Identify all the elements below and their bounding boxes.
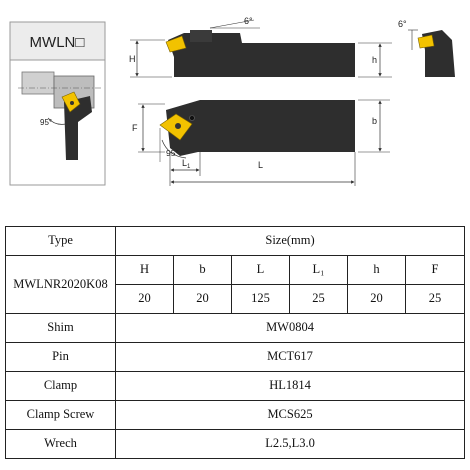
size-val-b: 20: [174, 285, 232, 314]
spec-table: [5, 226, 465, 459]
size-col-b: b: [174, 256, 232, 285]
part-value: MCT617: [116, 343, 465, 372]
size-header: Size(mm): [116, 227, 465, 256]
size-col-F: F: [406, 256, 465, 285]
part-value: L2.5,L3.0: [116, 430, 465, 459]
series-panel: [10, 22, 105, 185]
dim-b-label: b: [372, 116, 378, 126]
part-row-clamp: [6, 372, 465, 401]
tool-holder-drawing: [0, 0, 470, 215]
size-col-L: L: [232, 256, 290, 285]
part-row-clamp-screw: [6, 401, 465, 430]
dim-h-label: h: [372, 55, 378, 65]
size-col-H: H: [116, 256, 174, 285]
dim-F-label: F: [132, 123, 138, 133]
part-value: HL1814: [116, 372, 465, 401]
table-header-row: [6, 227, 465, 256]
size-val-L: 125: [232, 285, 290, 314]
part-label: Clamp: [6, 372, 116, 401]
part-label: Pin: [6, 343, 116, 372]
tool-end-view: [398, 19, 455, 77]
part-label: Clamp Screw: [6, 401, 116, 430]
dim-L1-label: $L_1$: [182, 158, 191, 170]
part-row-wrench: [6, 430, 465, 459]
tool-side-view: [129, 16, 392, 77]
dim-H-label: H: [129, 54, 136, 64]
plan-angle-label: 95°: [166, 148, 179, 158]
series-label: MWLN□: [29, 34, 85, 51]
tool-plan-view: [132, 100, 390, 186]
top-angle-label: 6°: [244, 16, 253, 26]
dim-L-label: L: [258, 160, 264, 170]
size-columns-row: [6, 256, 465, 285]
size-col-L1: L₁: [290, 256, 348, 285]
size-val-L1: 25: [290, 285, 348, 314]
size-val-H: 20: [116, 285, 174, 314]
type-header: Type: [6, 227, 116, 256]
part-row-pin: [6, 343, 465, 372]
end-angle-label: 6°: [398, 19, 407, 29]
size-val-h: 20: [348, 285, 406, 314]
part-label: Wrech: [6, 430, 116, 459]
model-cell: MWLNR2020K08: [6, 256, 116, 314]
size-col-h: h: [348, 256, 406, 285]
part-row-shim: [6, 314, 465, 343]
end-insert: [418, 35, 434, 48]
size-val-F: 25: [406, 285, 465, 314]
part-value: MW0804: [116, 314, 465, 343]
part-value: MCS625: [116, 401, 465, 430]
part-label: Shim: [6, 314, 116, 343]
schematic-angle-label: 95°: [40, 118, 53, 127]
